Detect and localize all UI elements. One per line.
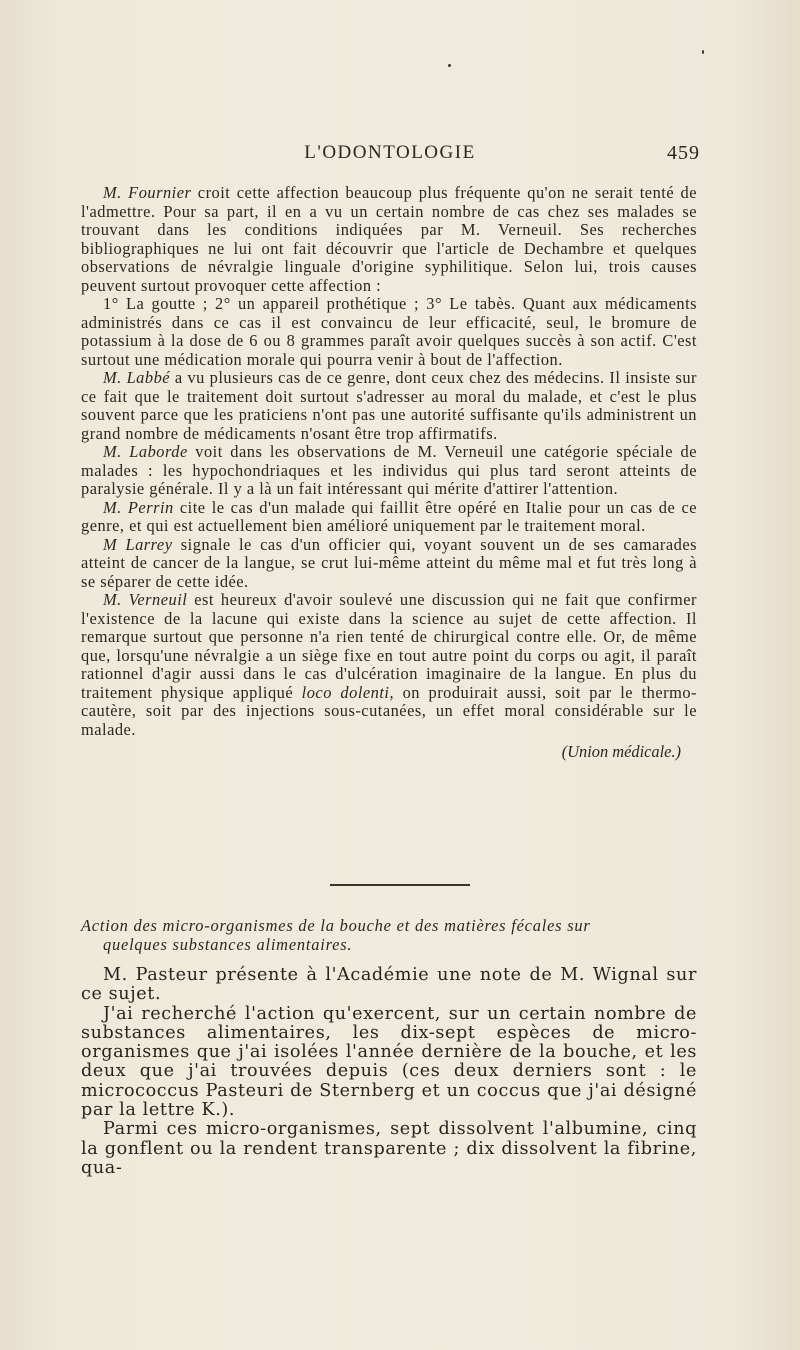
speaker-name: M. Fournier [103, 183, 192, 202]
speaker-name: M. Perrin [103, 497, 174, 517]
speaker-name: M. Verneuil [103, 590, 188, 609]
paragraph-text: croit cette affection beaucoup plus fréquente qu'on ne serait tenté de l'admettre. Pour sa part, il en a vu un certain nombre de cas chez ses malades se trouvant dans les conditions indiquées par M. Verneuil. Ses recherches bibliographiques ne lui ont fait découvrir que l'article de Dechambre et quelques observations de névralgie linguale d'origine syphilitique. Selon lui, trois causes peuvent surtout provoquer cette affection : [81, 183, 697, 295]
page-header [80, 142, 700, 172]
paragraph-verneuil [81, 591, 697, 739]
paragraph-text: signale le cas d'un officier qui, voyant souvent un de ses camarades atteint de cancer de la langue, se crut lui-même atteint du même mal et fut très long à se séparer de cette idée. [81, 534, 697, 591]
article-title-line-1: Action des micro-organismes de la bouche et des matières fécales sur [81, 916, 591, 935]
running-title: L'ODONTOLOGIE [304, 142, 476, 163]
paragraph-text: cite le cas d'un malade qui faillit être opéré en Italie pour un cas de ce genre, et qui est actuellement bien amélioré uniquement par le traitement moral. [81, 497, 697, 535]
article-paragraph: Parmi ces micro-organismes, sept dissolvent l'albumine, cinq la gonflent ou la rendent transparente ; dix dissolvent la fibrine, qua- [81, 1119, 697, 1178]
article-title [81, 916, 697, 954]
speaker-name: M Larrey [103, 534, 173, 554]
page-number: 459 [667, 142, 700, 164]
paragraph-text: est heureux d'avoir soulevé une discussion qui ne fait que confirmer l'existence de la lacune qui existe dans la science au sujet de cette affection. Il remarque surtout que personne n'a rien tenté de chirurgical contre elle. Or, de même que, lorsqu'une névralgie a un siège fixe en tout autre point du corps ou agit, il paraît rationnel d'agir aussi dans le cas d'ulcération imaginaire de la langue. En plus du traitement physique appliqué [81, 590, 697, 702]
latin-phrase: loco dolenti [301, 682, 390, 702]
paragraph-causes [81, 295, 697, 369]
paragraph-fournier [81, 184, 697, 295]
paragraph-labbe [81, 369, 697, 443]
paragraph-larrey [81, 536, 697, 592]
section-divider [330, 884, 470, 886]
ink-speck [448, 64, 451, 67]
paragraph-laborde [81, 443, 697, 499]
paragraph-text-end: , on produirait aussi, soit par le thermo-cautère, soit par des injections sous-cutanées, un effet moral considérable sur le malade. [81, 682, 698, 739]
article-body [81, 966, 697, 1178]
paragraph-text: voit dans les observations de M. Verneuil une catégorie spéciale de malades : les hypochondriaques et les individus qui plus tard seront atteints de paralysie générale. Il y a là un fait intéressant qui mérite d'attirer l'attention. [81, 442, 697, 498]
paragraph-perrin [81, 499, 697, 536]
paragraph-text: a vu plusieurs cas de ce genre, dont ceux chez des médecins. Il insiste sur ce fait que le traitement doit surtout s'adresser au moral du malade, et c'est le plus souvent parce que les praticiens n'ont pas une autorité suffisante qu'ils administrent un grand nombre de médicaments n'osant être trop affirmatifs. [81, 368, 697, 443]
speaker-name: M. Laborde [103, 442, 188, 461]
paragraph-text: 1° La goutte ; 2° un appareil prothétique ; 3° Le tabès. Quant aux médicaments administrés dans ce cas il est convaincu de leur efficacité, seul, le bromure de potassium à la dose de 6 ou 8 grammes paraît avoir quelques succès à son actif. C'est surtout une médication morale qui pourra venir à bout de l'affection. [81, 294, 697, 369]
discussion-section [81, 184, 697, 762]
source-citation: (Union médicale.) [561, 742, 681, 761]
article-paragraph: M. Pasteur présente à l'Académie une note de M. Wignal sur ce sujet. [81, 965, 697, 1005]
article-paragraph: J'ai recherché l'action qu'exercent, sur un certain nombre de substances alimentaires, les dix-sept espèces de micro-organismes que j'ai isolées l'année dernière de la bouche, et les deux que j'ai trouvées depuis (ces deux derniers sont : le micrococcus Pasteuri de Sternberg et un coccus que j'ai désigné par la lettre K.). [81, 1003, 697, 1121]
ink-speck [702, 50, 704, 54]
speaker-name: M. Labbé [103, 368, 171, 387]
article-title-line-2: quelques substances alimentaires. [103, 935, 353, 954]
